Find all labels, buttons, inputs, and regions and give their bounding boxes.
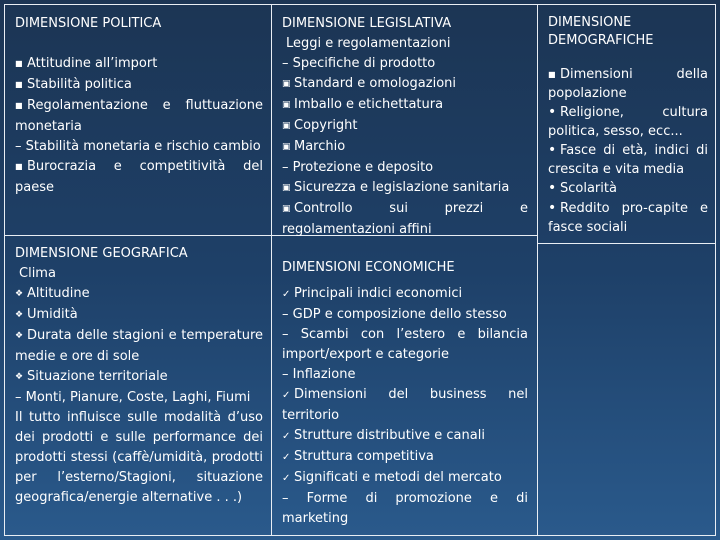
cell-title: DIMENSIONE POLITICA: [15, 16, 162, 31]
cell-title: DIMENSIONE DEMOGRAFICHE: [548, 15, 654, 48]
dot-bullet-icon: [548, 179, 560, 199]
list-item: ▣Controllo sui prezzi e regolamentazioni affini: [282, 199, 528, 240]
check-bullet-icon: [282, 386, 294, 406]
check-bullet-icon: [282, 448, 294, 468]
square-bullet-icon: [15, 55, 27, 75]
list-item: ✓Dimensioni del business nel territorio: [282, 385, 528, 426]
cell-dimensione-demografiche: [538, 5, 716, 237]
cell-title: DIMENSIONE GEOGRAFICA: [15, 246, 188, 261]
cell-title: DIMENSIONE LEGISLATIVA: [282, 16, 452, 31]
diamond-bullet-icon: [15, 285, 27, 305]
list-item: ■Dimensioni della popolazione: [548, 66, 708, 103]
cell-dimensione-politica: [5, 5, 269, 198]
list-item: – Inflazione: [282, 367, 356, 382]
cell-subtitle: Clima: [19, 266, 56, 281]
square-bullet-icon: [548, 67, 560, 85]
square-bullet-icon: [15, 158, 27, 178]
list-item: •Reddito pro-capite e fasce sociali: [548, 199, 708, 237]
list-item: ✓Strutture distributive e canali: [282, 426, 528, 447]
list-item: – Specifiche di prodotto: [282, 56, 436, 71]
list-item: ▣Marchio: [282, 137, 528, 158]
list-item: ■Burocrazia e competitività del paese: [15, 157, 263, 198]
cell-empty: [538, 244, 716, 536]
box-bullet-icon: [282, 200, 294, 220]
diamond-bullet-icon: [15, 368, 27, 388]
square-bullet-icon: [15, 76, 27, 96]
box-bullet-icon: [282, 75, 294, 95]
check-bullet-icon: [282, 285, 294, 305]
list-item: ❖Durata delle stagioni e temperature medie e ore di sole: [15, 326, 263, 367]
list-item: ❖Situazione territoriale: [15, 367, 263, 388]
list-item: – GDP e composizione dello stesso: [282, 307, 507, 322]
cell-subtitle: Leggi e regolamentazioni: [286, 36, 451, 51]
square-bullet-icon: [15, 97, 27, 117]
list-item: ▣Standard e omologazioni: [282, 74, 528, 95]
box-bullet-icon: [282, 117, 294, 137]
list-item: •Fasce di età, indici di crescita e vita media: [548, 141, 708, 179]
list-item: ✓Principali indici economici: [282, 284, 528, 305]
box-bullet-icon: [282, 96, 294, 116]
cell-dimensioni-economiche: [272, 236, 536, 529]
list-item: ■Stabilità politica: [15, 75, 263, 96]
list-item: •Religione, cultura politica, sesso, ecc...: [548, 103, 708, 141]
dot-bullet-icon: [548, 103, 560, 123]
check-bullet-icon: [282, 469, 294, 489]
list-item: ✓Significati e metodi del mercato: [282, 468, 528, 489]
check-bullet-icon: [282, 427, 294, 447]
cell-title: DIMENSIONI ECONOMICHE: [282, 260, 455, 275]
list-item: ❖Altitudine: [15, 284, 263, 305]
diamond-bullet-icon: [15, 306, 27, 326]
list-item: ■Attitudine all’import: [15, 54, 263, 75]
list-item: – Scambi con l’estero e bilancia import/export e categorie: [282, 327, 528, 362]
dot-bullet-icon: [548, 199, 560, 219]
dot-bullet-icon: [548, 141, 560, 161]
list-item: ❖Umidità: [15, 305, 263, 326]
box-bullet-icon: [282, 179, 294, 199]
list-item: Il tutto influisce sulle modalità d’uso dei prodotti e sulle performance dei prodotti stessi (caffè/umidità, prodotti per l’esterno/Stagioni, situazione geografica/energie alternative . . .): [15, 410, 263, 505]
list-item: ▣Imballo e etichettatura: [282, 95, 528, 116]
list-item: – Stabilità monetaria e rischio cambio: [15, 139, 261, 154]
diamond-bullet-icon: [15, 327, 27, 347]
list-item: ✓Struttura competitiva: [282, 447, 528, 468]
list-item: ■Regolamentazione e fluttuazione monetaria: [15, 96, 263, 137]
list-item: ▣Sicurezza e legislazione sanitaria: [282, 178, 528, 199]
cell-dimensione-legislativa: [272, 5, 536, 240]
cell-dimensione-geografica: [5, 236, 269, 508]
table-grid: [4, 4, 716, 536]
list-item: – Monti, Pianure, Coste, Laghi, Fiumi: [15, 390, 251, 405]
list-item: – Forme di promozione e di marketing: [282, 491, 528, 526]
box-bullet-icon: [282, 138, 294, 158]
list-item: – Protezione e deposito: [282, 160, 434, 175]
list-item: ▣Copyright: [282, 116, 528, 137]
list-item: •Scolarità: [548, 179, 708, 199]
